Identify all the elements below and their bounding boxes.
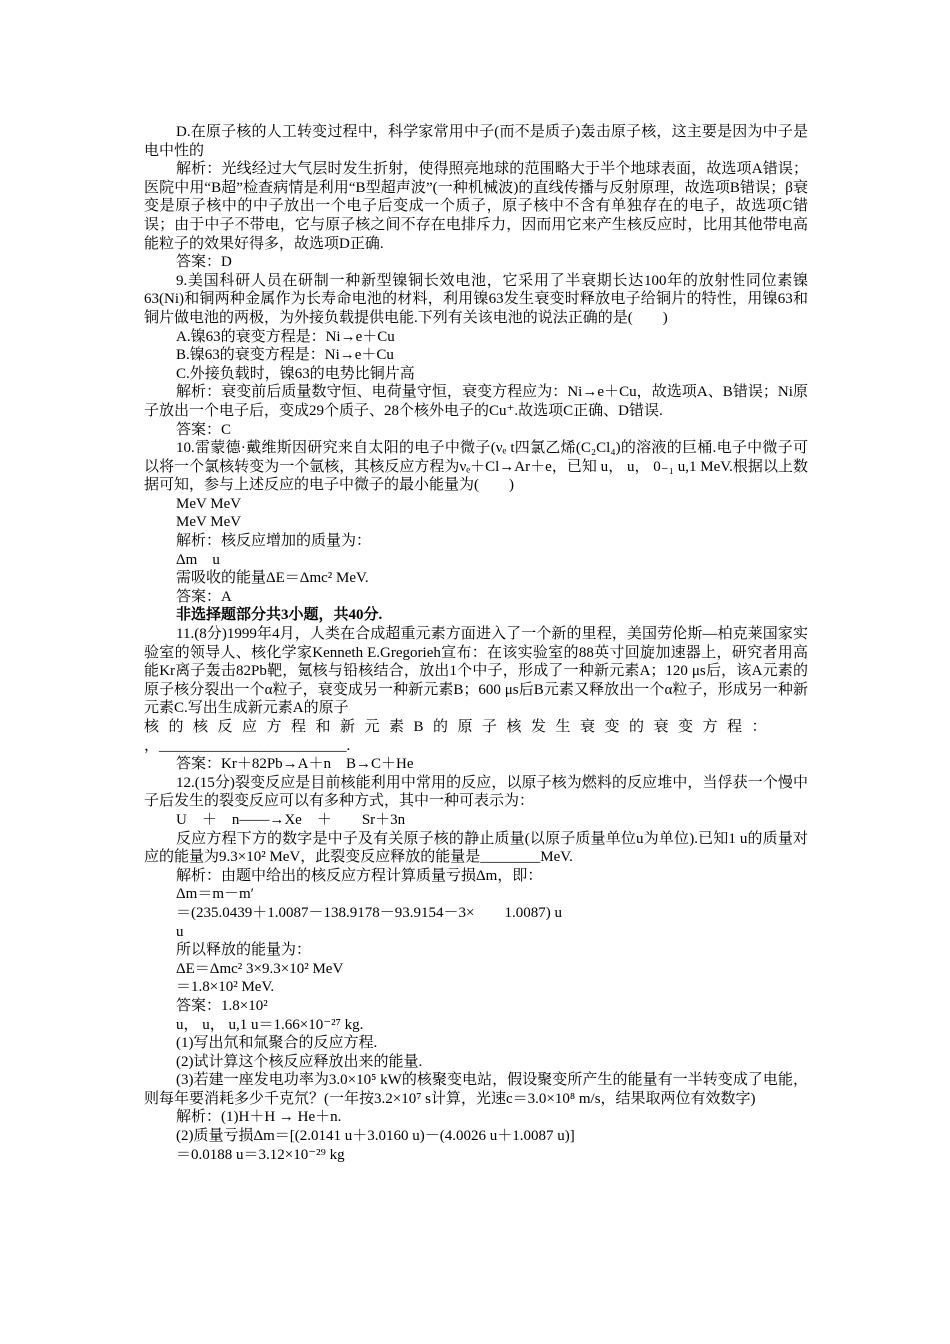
document-page <box>144 123 808 1164</box>
option-9c: C.外接负载时，镍63的电势比铜片高 <box>176 365 415 382</box>
question-11-blank: ，_________________________. <box>144 737 351 754</box>
question-12: 12.(15分)裂变反应是目前核能利用中常用的反应，以原子核为燃料的反应堆中，当俘获一个慢中子后发生的裂变反应可以有多种方式，其中一种可表示为： <box>144 774 808 810</box>
options-10-row2: MeV MeV <box>176 514 242 531</box>
question-12-cont: 反应方程下方的数字是中子及有关原子核的静止质量(以原子质量单位u为单位).已知1 u的质量对应的能量为9.3×10² MeV，此裂变反应释放的能量是________MeV. <box>144 830 808 866</box>
analysis-12-unit: u <box>176 923 184 940</box>
fission-equation: U ＋ n——→Xe ＋ Sr＋3n <box>176 811 406 828</box>
answer-9: 答案：C <box>176 421 232 438</box>
analysis-10-title: 解析：核反应增加的质量为： <box>176 533 372 550</box>
answer-11: 答案：Kr＋82Pb→A＋n B→C＋He <box>176 756 414 773</box>
answer-12: 答案：1.8×10² <box>176 997 268 1014</box>
analysis-13-dm: (2)质量亏损Δm＝[(2.0141 u＋3.0160 u)－(4.0026 u＋1.0087 u)] <box>176 1128 575 1145</box>
question-9: 9.美国科研人员在研制一种新型镍铜长效电池，它采用了半衰期长达100年的放射性同位素镍63(Ni)和铜两种金属作为长寿命电池的材料，利用镍63发生衰变时释放电子给铜片的特性，用镍63和铜片做电池的两极，为外接负载提供电能.下列有关该电池的说法正确的是( ) <box>144 272 808 326</box>
analysis-12-calc: ＝(235.0439＋1.0087－138.9178－93.9154－3× 1.0087) u <box>176 904 562 921</box>
analysis-9: 解析：衰变前后质量数守恒、电荷量守恒，衰变方程应为：Ni→e＋Cu，故选项A、B错误；Ni原子放出一个电子后，变成29个质子、28个核外电子的Cu⁺.故选项C正确、D错误. <box>144 384 808 419</box>
analysis-10-mass: Δm u <box>176 551 220 568</box>
question-13-part1: (1)写出氘和氚聚合的反应方程. <box>176 1035 378 1052</box>
option-9a: A.镍63的衰变方程是：Ni→e＋Cu <box>176 328 395 345</box>
answer-10: 答案：A <box>176 588 232 605</box>
option-d-text: D.在原子核的人工转变过程中，科学家常用中子(而不是质子)轰击原子核，这主要是因为中子是电中性的 <box>144 124 808 159</box>
question-13-given: u， u， u,1 u＝1.66×10⁻²⁷ kg. <box>176 1016 364 1033</box>
option-9b: B.镍63的衰变方程是：Ni→e＋Cu <box>176 347 394 364</box>
analysis-13-result: ＝0.0188 u＝3.12×10⁻²⁹ kg <box>176 1146 345 1163</box>
analysis-12-energy-label: 所以释放的能量为： <box>176 942 312 959</box>
answer-8: 答案：D <box>176 254 232 271</box>
analysis-12-result: ＝1.8×10² MeV. <box>176 979 275 996</box>
analysis-12-title: 解析：由题中给出的核反应方程计算质量亏损Δm，即： <box>176 867 543 884</box>
analysis-12-dm: Δm＝m－m′ <box>176 886 254 903</box>
options-10-row1: MeV MeV <box>176 495 242 512</box>
question-10: 10.雷蒙德·戴维斯因研究来自太阳的电子中微子(νₑ t四氯乙烯(C₂Cl₄)的溶液的巨桶.电子中微子可以将一个氯核转变为一个氩核，其核反应方程为νₑ＋Cl→Ar＋e，已知 u， u， 0₋₁ u,1 MeV.根据以上数据可知，参与上述反应的电子中微子的最小能量为( ) <box>144 440 808 494</box>
question-13-part2: (2)试计算这个核反应释放出来的能量. <box>176 1053 423 1070</box>
analysis-10-energy: 需吸收的能量ΔE＝Δmc² MeV. <box>176 570 369 587</box>
analysis-8: 解析：光线经过大气层时发生折射，使得照亮地球的范围略大于半个地球表面，故选项A错误；医院中用“B超”检查病情是利用“B型超声波”(一种机械波)的直线传播与反射原理，故选项B错误；β衰变是原子核中的中子放出一个电子后变成一个质子，原子核中不含有单独存在的电子，故选项C错误；由于中子不带电，它与原子核之间不存在电排斥力，因而用它来产生核反应时，比用其他带电高能粒子的效果好得多，故选项D正确. <box>144 161 808 252</box>
section-heading: 非选择题部分共3小题，共40分. <box>176 607 383 624</box>
analysis-13-eq: 解析：(1)H＋H → He＋n. <box>176 1109 342 1126</box>
question-13-part3: (3)若建一座发电功率为3.0×10⁵ kW的核聚变电站，假设聚变所产生的能量有一半转变成了电能，则每年要消耗多少千克氘？(一年按3.2×10⁷ s计算，光速c＝3.0×10⁸ m/s，结果取两位有效数字) <box>144 1072 808 1107</box>
question-11-cont: 核的核反应方程和新元素B的原子核发生衰变的衰变方程： <box>144 719 777 735</box>
question-11: 11.(8分)1999年4月，人类在合成超重元素方面进入了一个新的里程，美国劳伦斯—柏克莱国家实验室的领导人、核化学家Kenneth E.Gregorieh宣布：在该实验室的88英寸回旋加速器上，研究者用高能Kr离子轰击82Pb靶，氪核与铅核结合，放出1个中子，形成了一种新元素A；120 μs后，该A元素的原子核分裂出一个α粒子，衰变成另一种新元素B；600 μs后B元素又释放出一个α粒子，形成另一种新元素C.写出生成新元素A的原子 <box>144 626 808 717</box>
analysis-12-energy: ΔE＝Δmc² 3×9.3×10² MeV <box>176 960 344 977</box>
